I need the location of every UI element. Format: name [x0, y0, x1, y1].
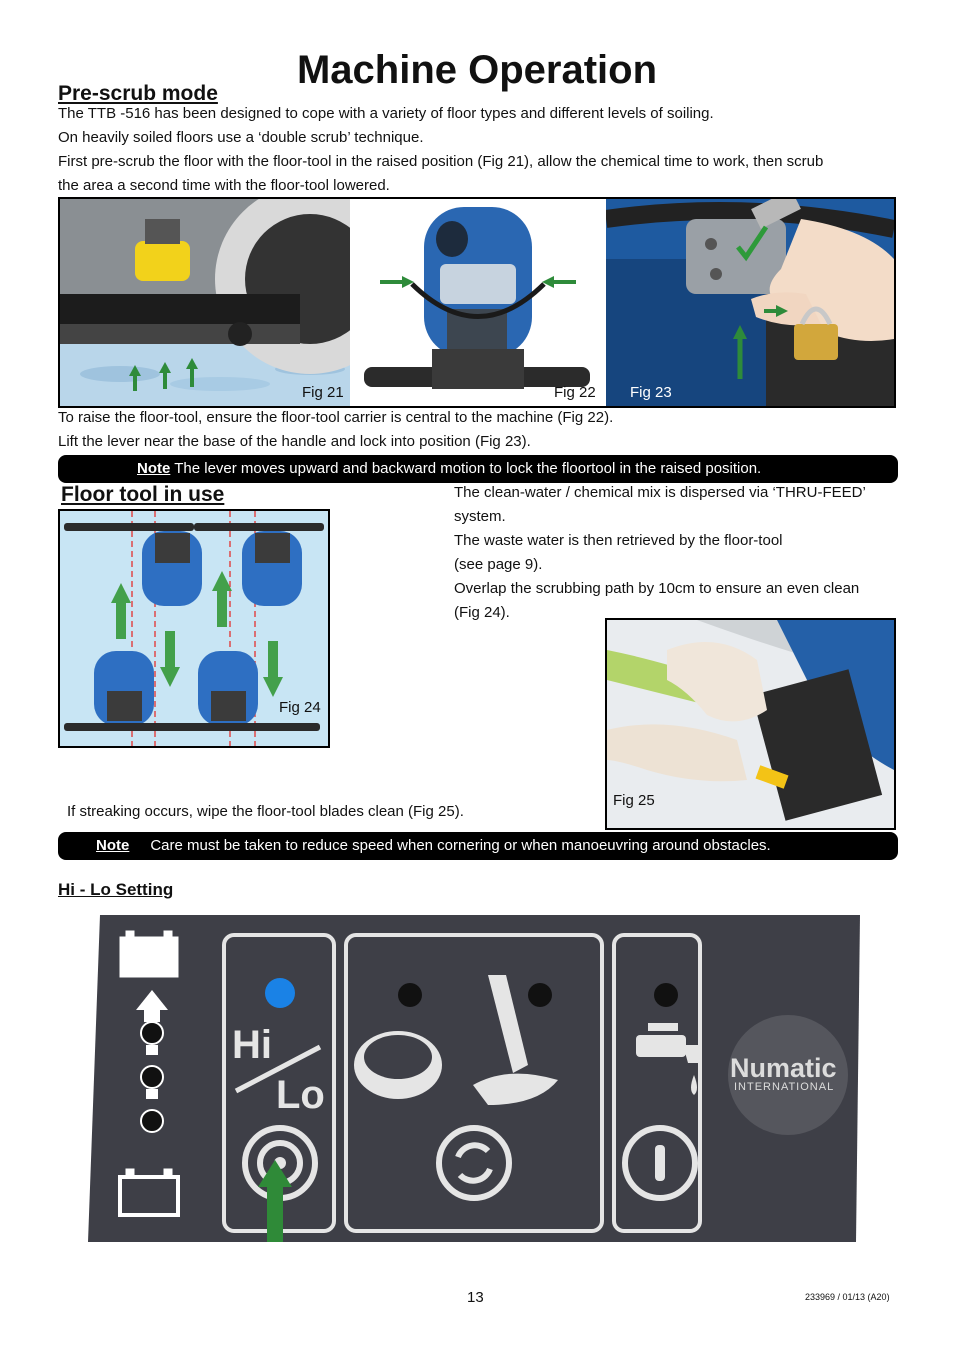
floortool-heading: Floor tool in use: [61, 483, 225, 506]
fig21-label: Fig 21: [302, 384, 344, 401]
instruction-line: To raise the floor-tool, ensure the floor-tool carrier is central to the machine (Fig 22).: [58, 409, 614, 426]
streak-text: If streaking occurs, wipe the floor-tool blades clean (Fig 25).: [67, 803, 464, 820]
fig25-label: Fig 25: [613, 792, 655, 809]
note-text: Care must be taken to reduce speed when cornering or when manoeuvring around obstacles.: [150, 837, 771, 854]
floortool-line: (Fig 24).: [454, 604, 510, 621]
lo-label: Lo: [276, 1073, 325, 1117]
note-label: Note: [137, 460, 171, 477]
prescrub-line: the area a second time with the floor-tool lowered.: [58, 177, 390, 194]
floortool-line: Overlap the scrubbing path by 10cm to ensure an even clean: [454, 580, 860, 597]
note-label: Note: [96, 837, 130, 854]
prescrub-line: The TTB -516 has been designed to cope with a variety of floor types and different levels of soiling.: [58, 105, 714, 122]
doc-reference: 233969 / 01/13 (A20): [805, 1292, 890, 1302]
floortool-text: [454, 481, 904, 625]
fig22-image: [352, 199, 604, 406]
figure-strip-21-23: [58, 197, 896, 408]
prescrub-heading: Pre-scrub mode: [58, 82, 218, 105]
floortool-line: The clean-water / chemical mix is dispersed via ‘THRU-FEED’: [454, 484, 866, 501]
fig23-label: Fig 23: [630, 384, 672, 401]
note-bar-lever: [58, 455, 898, 483]
fig22-label: Fig 22: [554, 384, 596, 401]
prescrub-line: First pre-scrub the floor with the floor-tool in the raised position (Fig 21), allow the chemical time to work, then scrub: [58, 153, 824, 170]
fig21-image: [60, 199, 350, 406]
floortool-line: The waste water is then retrieved by the floor-tool: [454, 532, 783, 549]
control-panel-image: [88, 915, 860, 1242]
hilo-heading: Hi - Lo Setting: [58, 880, 174, 899]
floortool-line: system.: [454, 508, 506, 525]
prescrub-text: [58, 102, 918, 198]
floortool-line: (see page 9).: [454, 556, 543, 573]
note-text: The lever moves upward and backward motion to lock the floortool in the raised position.: [170, 460, 762, 477]
brand-logo: Numatic: [730, 1053, 837, 1083]
fig23-image: [606, 199, 894, 406]
hi-label: Hi: [232, 1023, 272, 1067]
prescrub-instructions: [58, 406, 918, 454]
fig24-label: Fig 24: [279, 699, 321, 716]
instruction-line: Lift the lever near the base of the handle and lock into position (Fig 23).: [58, 433, 531, 450]
note-bar-speed: [58, 832, 898, 860]
brand-sub: INTERNATIONAL: [734, 1081, 835, 1093]
page-number: 13: [467, 1289, 484, 1306]
prescrub-line: On heavily soiled floors use a ‘double scrub’ technique.: [58, 129, 424, 146]
page-title: Machine Operation: [296, 48, 658, 92]
